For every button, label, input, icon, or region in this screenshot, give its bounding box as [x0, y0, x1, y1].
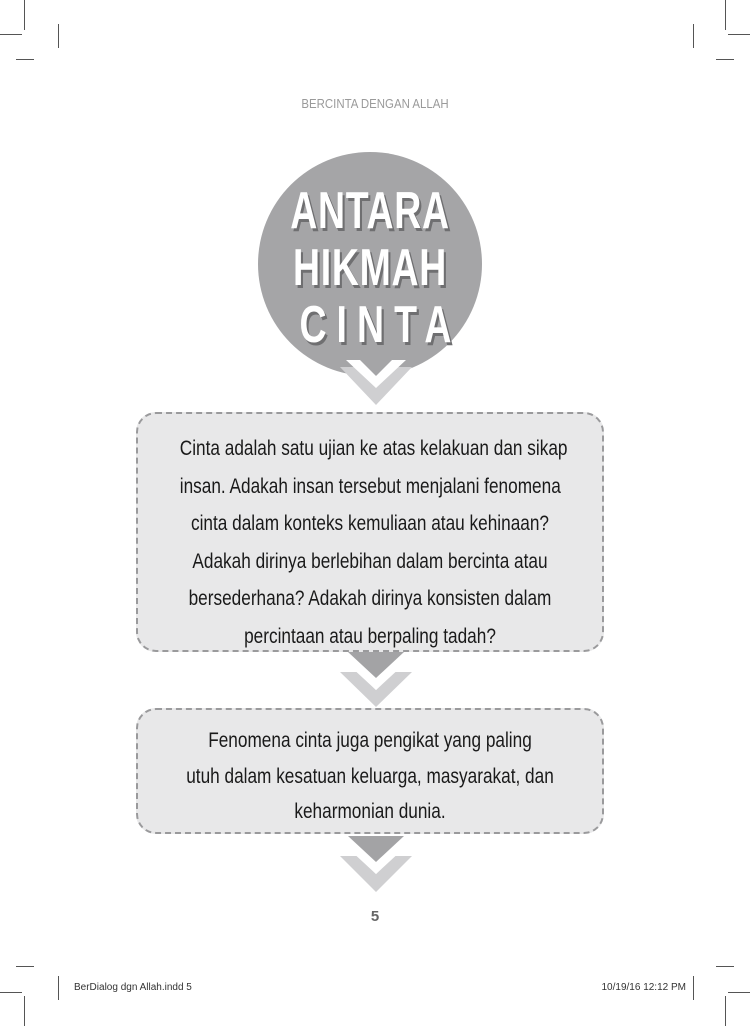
- double-chevron-down-icon: [336, 836, 416, 894]
- chapter-title: [258, 183, 482, 354]
- slug-filename: BerDialog dgn Allah.indd 5: [74, 982, 192, 993]
- crop-mark: [24, 0, 25, 30]
- crop-mark: [24, 996, 25, 1026]
- crop-mark: [0, 992, 22, 993]
- running-head: BERCINTA DENGAN ALLAH: [301, 96, 449, 111]
- slug-timestamp: 10/19/16 12:12 PM: [601, 982, 686, 993]
- box-1-line: Adakah dirinya berlebihan dalam bercinta atau: [192, 549, 548, 573]
- box-2-line: utuh dalam kesatuan keluarga, masyarakat, dan: [186, 764, 554, 788]
- crop-mark: [16, 59, 34, 60]
- box-2-line: Fenomena cinta juga pengikat yang paling: [208, 729, 532, 752]
- crop-mark: [716, 59, 734, 60]
- crop-mark: [725, 996, 726, 1026]
- crop-mark: [716, 966, 734, 967]
- text-box-2: [136, 708, 604, 834]
- title-line-3: CINTA: [299, 296, 462, 354]
- crop-mark: [693, 976, 694, 1000]
- crop-mark: [728, 34, 750, 35]
- title-line-1: ANTARA: [290, 182, 450, 240]
- box-2-line: keharmonian dunia.: [294, 800, 446, 823]
- title-line-2: HIKMAH: [292, 239, 448, 297]
- chevron-down-icon: [336, 360, 416, 412]
- crop-mark: [16, 966, 34, 967]
- crop-mark: [693, 24, 694, 48]
- box-1-line: Cinta adalah satu ujian ke atas kelakuan dan sikap: [179, 437, 568, 460]
- page-number: 5: [370, 908, 380, 925]
- crop-mark: [725, 0, 726, 30]
- double-chevron-down-icon: [336, 652, 416, 708]
- crop-mark: [0, 34, 22, 35]
- box-1-line: percintaan atau berpaling tadah?: [244, 624, 496, 648]
- box-1-line: insan. Adakah insan tersebut menjalani fenomena: [179, 474, 561, 498]
- crop-mark: [58, 24, 59, 48]
- box-1-line: bersederhana? Adakah dirinya konsisten dalam: [188, 587, 552, 610]
- crop-mark: [728, 992, 750, 993]
- crop-mark: [58, 976, 59, 1000]
- text-box-1: [136, 412, 604, 652]
- box-1-line: cinta dalam konteks kemuliaan atau kehinaan?: [190, 512, 550, 535]
